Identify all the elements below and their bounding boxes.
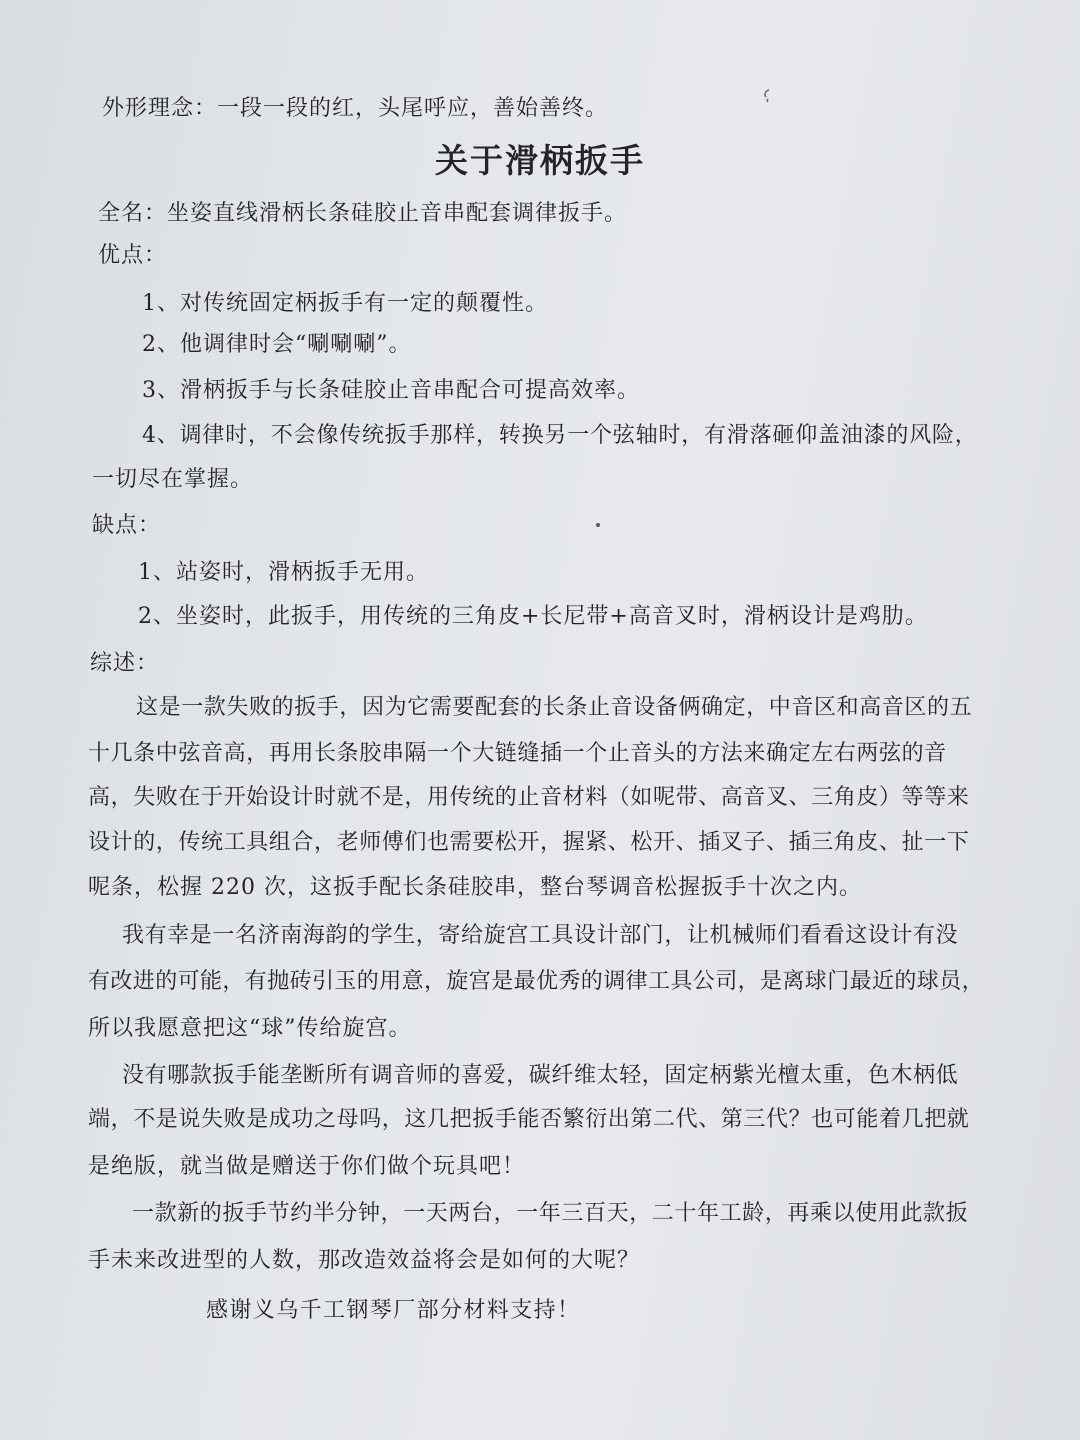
pro-item: 2、他调律时会“唰唰唰”。 <box>142 332 412 357</box>
wrench-paragraph-line: 没有哪款扳手能垄断所有调音师的喜爱，碳纤维太轻，固定柄紫光檀太重，色木柄低 <box>122 1063 959 1088</box>
speck <box>596 523 600 527</box>
summary-paragraph-line: 呢条，松握 220 次，这扳手配长条硅胶串，整台琴调音松握扳手十次之内。 <box>88 875 862 900</box>
design-concept-line: 外形理念：一段一段的红，头尾呼应，善始善终。 <box>102 96 609 121</box>
con-item: 1、站姿时，滑柄扳手无用。 <box>138 560 429 585</box>
wrench-paragraph-line: 是绝版，就当做是赠送于你们做个玩具吧！ <box>88 1154 526 1179</box>
pros-heading: 优点： <box>98 243 168 268</box>
summary-paragraph-line: 十几条中弦音高，再用长条胶串隔一个大链缝插一个止音头的方法来确定左右两弦的音 <box>88 741 947 766</box>
con-item: 2、坐姿时，此扳手，用传统的三角皮+长尼带+高音叉时，滑柄设计是鸡肋。 <box>138 604 928 629</box>
student-paragraph-line: 所以我愿意把这“球”传给旋宫。 <box>88 1016 412 1041</box>
summary-paragraph-line: 高，失败在于开始设计时就不是，用传统的止音材料（如呢带、高音叉、三角皮）等等来 <box>88 785 970 810</box>
acknowledgement-line: 感谢义乌千工钢琴厂部分材料支持！ <box>206 1298 581 1323</box>
benefit-paragraph-line: 手未来改进型的人数，那改造效益将会是如何的大呢？ <box>88 1248 641 1273</box>
cons-heading: 缺点： <box>92 513 162 538</box>
pro-item-continuation: 一切尽在掌握。 <box>92 467 254 492</box>
wrench-paragraph-line: 端，不是说失败是成功之母吗，这几把扳手能否繁衍出第二代、第三代？也可能着几把就 <box>88 1107 970 1132</box>
summary-paragraph-line: 设计的，传统工具组合，老师傅们也需要松开，握紧、松开、插叉子、插三角皮、扯一下 <box>88 830 970 855</box>
summary-paragraph-line: 这是一款失败的扳手，因为它需要配套的长条止音设备俩确定，中音区和高音区的五 <box>136 695 973 720</box>
full-name-line: 全名：坐姿直线滑柄长条硅胶止音串配套调律扳手。 <box>98 201 628 226</box>
student-paragraph-line: 有改进的可能，有抛砖引玉的用意，旋宫是最优秀的调律工具公司，是离球门最近的球员， <box>88 969 985 994</box>
benefit-paragraph-line: 一款新的扳手节约半分钟，一天两台，一年三百天，二十年工龄，再乘以使用此款扳 <box>132 1201 969 1226</box>
pro-item: 4、调律时，不会像传统扳手那样，转换另一个弦轴时，有滑落砸仰盖油漆的风险， <box>142 423 978 448</box>
ink-mark <box>760 88 774 104</box>
pro-item: 1、对传统固定柄扳手有一定的颠覆性。 <box>142 291 548 316</box>
pro-item: 3、滑柄扳手与长条硅胶止音串配合可提高效率。 <box>142 378 640 403</box>
student-paragraph-line: 我有幸是一名济南海韵的学生，寄给旋宫工具设计部门，让机械师们看看这设计有没 <box>122 923 959 948</box>
document-title: 关于滑柄扳手 <box>435 141 645 180</box>
summary-heading: 综述： <box>90 651 160 676</box>
